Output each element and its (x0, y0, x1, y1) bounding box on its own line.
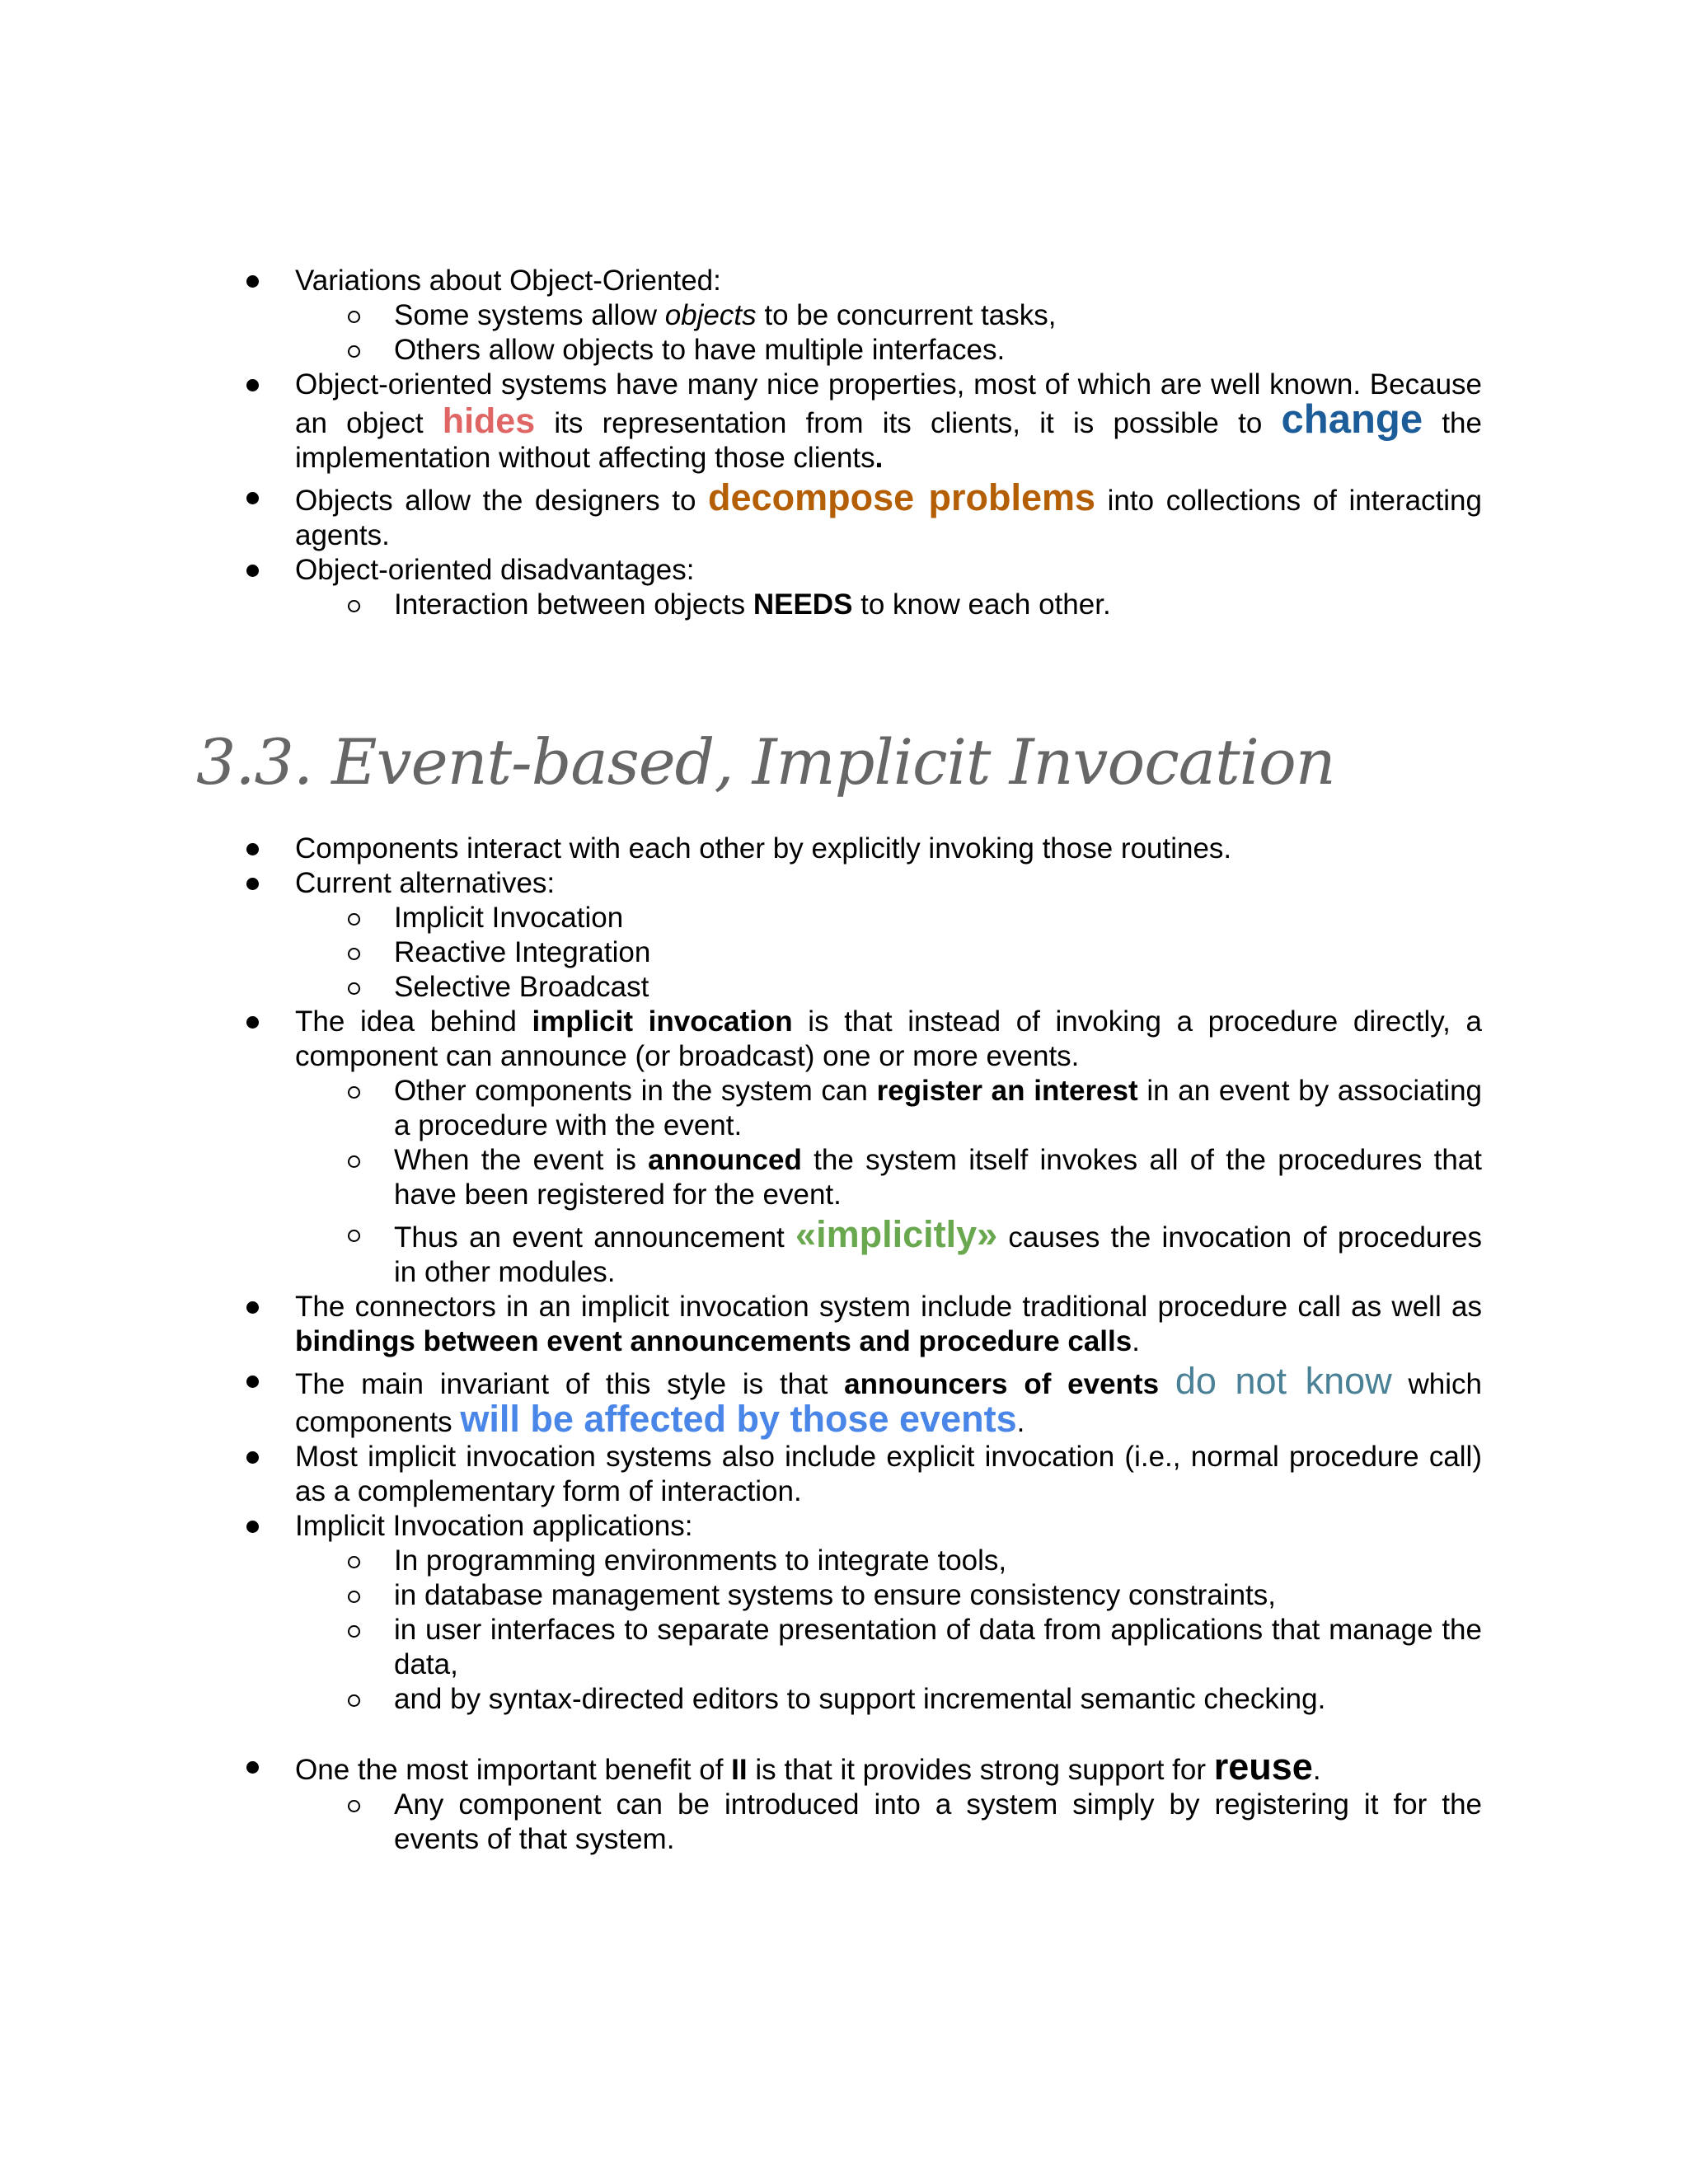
sub-bullet-multiple-interfaces: Others allow objects to have multiple interfaces. (295, 333, 1482, 368)
document-body (196, 264, 1483, 1857)
sub-bullet-icon (348, 1625, 360, 1638)
sub-bullet-icon (348, 1591, 360, 1603)
bullet-icon (246, 843, 259, 855)
sub-bullet-alternative: Reactive Integration (295, 935, 1482, 970)
highlight-implicitly: «implicitly» (795, 1213, 998, 1255)
bullet-icon (246, 492, 259, 504)
sub-bullet-application: and by syntax-directed editors to support incremental semantic checking. (295, 1682, 1482, 1717)
highlight-hides: hides (442, 401, 536, 441)
section-heading: 3.3. Event-based, Implicit Invocation (196, 725, 1335, 799)
sub-bullet-icon (348, 1086, 360, 1099)
bullet-icon (246, 1761, 259, 1774)
sub-bullet-icon (348, 913, 360, 926)
bullet-icon (246, 1451, 259, 1464)
sub-bullet-icon (348, 1155, 360, 1168)
bullet-main-invariant: The main invariant of this style is that announcers of events do not know which components will be affected by those events. (295, 1364, 1482, 1440)
sub-bullet-icon (348, 345, 360, 358)
highlight-decompose-problems: decompose problems (708, 476, 1096, 518)
sub-bullet-announced: When the event is announced the system itself invokes all of the procedures that have been registered for the event. (295, 1143, 1482, 1212)
bullet-oo-disadvantages: Object-oriented disadvantages: (295, 553, 1482, 588)
bullet-applications: Implicit Invocation applications: (295, 1509, 1482, 1544)
sub-bullet-icon (348, 1230, 360, 1242)
highlight-will-be-affected: will be affected by those events (460, 1398, 1017, 1440)
bullet-icon (246, 1376, 259, 1388)
sub-bullet-alternative: Implicit Invocation (295, 901, 1482, 935)
sub-bullet-application: In programming environments to integrate tools, (295, 1544, 1482, 1578)
highlight-change: change (1281, 397, 1423, 442)
sub-bullet-icon (348, 1800, 360, 1812)
sub-bullet-needs: Interaction between objects NEEDS to know each other. (295, 588, 1482, 622)
bullet-icon (246, 878, 259, 890)
bullet-connectors: The connectors in an implicit invocation system include traditional procedure call as well as bindings between event announcements and procedure calls. (295, 1290, 1482, 1359)
bullet-explicit-invocation: Most implicit invocation systems also include explicit invocation (i.e., normal procedure call) as a complementary form of interaction. (295, 1440, 1482, 1509)
sub-bullet-implicitly: Thus an event announcement «implicitly» causes the invocation of procedures in other modules. (295, 1217, 1482, 1290)
bullet-icon (246, 379, 259, 391)
highlight-reuse: reuse (1213, 1746, 1313, 1788)
bullet-icon (246, 1301, 259, 1314)
sub-bullet-icon (348, 982, 360, 995)
bullet-icon (246, 275, 259, 288)
bullet-icon (246, 565, 259, 577)
sub-bullet-alternative: Selective Broadcast (295, 970, 1482, 1005)
bullet-current-alternatives: Current alternatives: (295, 866, 1482, 901)
bullet-icon (246, 1016, 259, 1029)
bullet-reuse: One the most important benefit of II is that it provides strong support for reuse. (295, 1750, 1482, 1788)
sub-bullet-registering: Any component can be introduced into a system simply by registering it for the events of that system. (295, 1788, 1482, 1857)
sub-bullet-application: in database management systems to ensure consistency constraints, (295, 1578, 1482, 1613)
bullet-components-interact: Components interact with each other by explicitly invoking those routines. (295, 832, 1482, 866)
bullet-oo-properties: Object-oriented systems have many nice properties, most of which are well known. Because an object hides its representation from its clients, it is possible to change the implementation without affecting those clients. (295, 368, 1482, 476)
sub-bullet-register-interest: Other components in the system can register an interest in an event by associating a procedure with the event. (295, 1074, 1482, 1143)
sub-bullet-icon (348, 311, 360, 323)
bullet-oo-variations: Variations about Object-Oriented: (295, 264, 1482, 298)
sub-bullet-icon (348, 600, 360, 612)
bullet-decompose: Objects allow the designers to decompose problems into collections of interacting agents. (295, 480, 1482, 553)
bullet-icon (246, 1521, 259, 1533)
sub-bullet-icon (348, 948, 360, 960)
sub-bullet-icon (348, 1694, 360, 1707)
highlight-do-not-know: do not know (1175, 1360, 1392, 1402)
sub-bullet-icon (348, 1556, 360, 1568)
bullet-implicit-invocation-idea: The idea behind implicit invocation is that instead of invoking a procedure directly, a component can announce (or broadcast) one or more events. (295, 1005, 1482, 1074)
sub-bullet-concurrent-tasks: Some systems allow objects to be concurrent tasks, (295, 298, 1482, 333)
sub-bullet-application: in user interfaces to separate presentation of data from applications that manage the data, (295, 1613, 1482, 1682)
